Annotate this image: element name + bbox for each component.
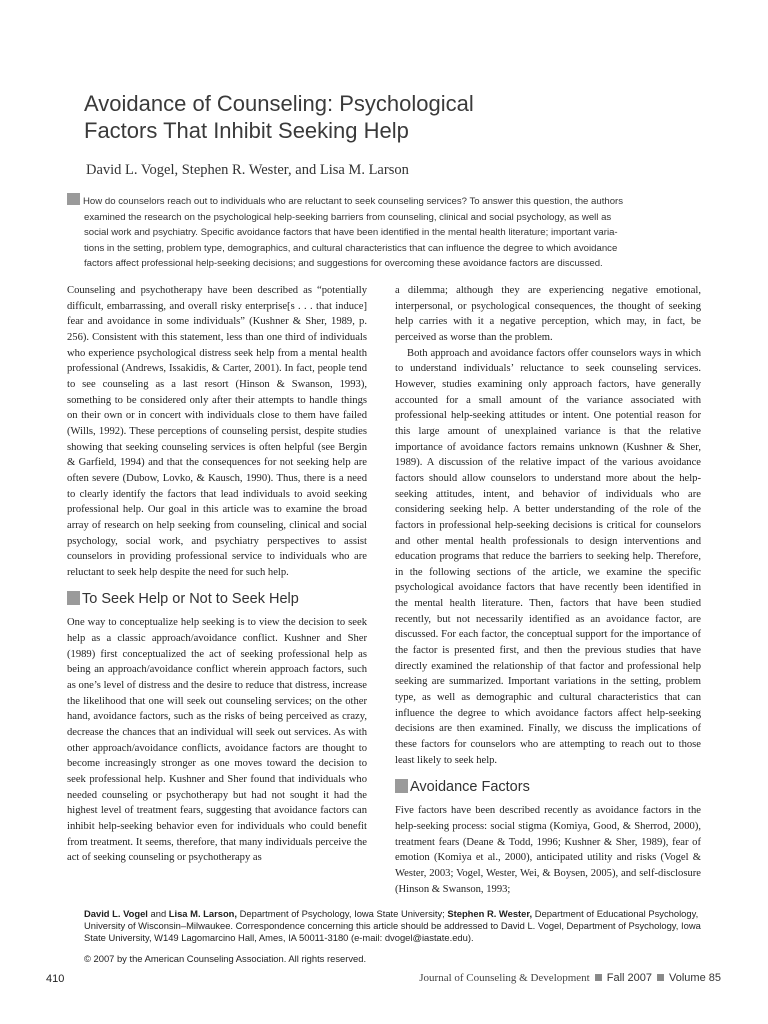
left-column (67, 283, 367, 866)
copyright-notice: © 2007 by the American Counseling Association. All rights reserved. (84, 953, 367, 964)
running-footer (419, 972, 721, 984)
section-heading: Avoidance Factors (395, 777, 701, 797)
section-heading: To Seek Help or Not to Seek Help (67, 589, 367, 609)
abstract-line: social work and psychiatry. Specific avoidance factors that have been identified in the mental health literature; important varia- (84, 227, 618, 239)
body-paragraph: a dilemma; although they are experiencing negative emotional, interpersonal, or psychological consequences, the thought of seeking help carries with it a negative perception, which may, in fact, be perceived as worse than the problem. (395, 285, 701, 343)
section-marker-icon (67, 591, 80, 605)
bullet-icon (595, 974, 602, 981)
author-list: David L. Vogel, Stephen R. Wester, and Lisa M. Larson (86, 162, 409, 178)
issue-label: Fall 2007 (606, 972, 653, 984)
body-paragraph: Five factors have been described recently as avoidance factors in the help-seeking process: social stigma (Komiya, Good, & Sherrod, 2000), treatment fears (Deane & Todd, 1996; Kushner & Sher, 1989), fear of emotion (Komiya et al., 2000), anticipated utility and risks (Vogel & Wester, 2003; Vogel, Wester, Wei, & Boysen, 2005), and self-disclosure (Hinson & Swanson, 1993; (395, 805, 701, 895)
body-paragraph: Both approach and avoidance factors offer counselors ways in which to understand individuals’ reluctance to seek counseling services. However, studies examining only approach factors, have generally accounted for a small amount of the variance associated with professional help-seeking attitudes or intent. One potential reason for this large amount of unexplained variance is that the relative importance of avoidance factors remains unknown (Kushner & Sher, 1989). A discussion of the relative impact of the various avoidance factors should allow counselors to understand more about the help-seeking attitudes, intent, and behavior of individuals who are considering seeking help. A better understanding of the role of the factors in professional help-seeking decisions is critical for counselors and other mental health professionals to design interventions and education programs that reduce the barriers to seeking help. Therefore, in the following sections of the article, we examine the specific psychological avoidance factors that have recently been identified in the mental health literature. Then, factors that have been studied recently, but not necessarily identified as an avoidance factor, are discussed. For each factor, the conceptual support for the importance of the factor is presented first, and then the previous studies that have directly examined the relationship of that factor and professional help seeking are summarized. Important variations in the setting, problem type, as well as demographic and cultural characteristics that can influence the degree to which avoidance factors affect help-seeking decisions are then examined. Finally, we discuss the implications of these factors for counselors who are attempting to reach out to those least likely to seek help. (395, 347, 701, 766)
section-marker-icon (67, 193, 80, 205)
abstract-line: tions in the setting, problem type, demographics, and cultural characteristics that can influence the degree to which avoidance (84, 242, 618, 254)
article-title (84, 90, 684, 144)
body-paragraph: One way to conceptualize help seeking is to view the decision to seek help as a classic approach/avoidance conflict. Kushner and Sher (1989) first conceptualized the act of seeking professional help as being an approach/avoidance conflict wherein approach factors, such as one’s level of distress and the desire to reduce that distress, increase the likelihood that one will seek out counseling services; on the other hand, avoidance factors, such as the risks of being perceived as crazy, decrease the chances that an individual will seek out services. As with other approach/avoidance conflicts, avoidance factors are thought to become increasingly stronger as one moves toward the decision to seek professional help. Kushner and Sher found that individuals who needed counseling or psychotherapy but had not sought it had the highest level of treatment fears, suggesting that avoidance factors can inhibit help-seeking behavior even for individuals who could benefit from treatment. It seems, therefore, that many individuals perceive the act of seeking counseling or psychotherapy as (67, 617, 367, 864)
abstract-line: How do counselors reach out to individuals who are reluctant to seek counseling services? To answer this question, the authors (67, 193, 707, 210)
right-column (395, 283, 701, 897)
title-line: Factors That Inhibit Seeking Help (84, 118, 409, 143)
abstract-line: examined the research on the psychological help-seeking barriers from counseling, clinical and social psychology, as well as (84, 211, 612, 223)
bullet-icon (657, 974, 664, 981)
author-footnote: David L. Vogel and Lisa M. Larson, Department of Psychology, Iowa State University; Stephen R. Wester, Department of Educational Psychology, University of Wisconsin–Milwaukee. Correspondence concerning this article should be addressed to David L. Vogel, Department of Psychology, Iowa State University, W149 Lagomarcino Hall, Ames, IA 50011-3180 (e-mail: dvogel@iastate.edu). (84, 908, 701, 943)
abstract (67, 193, 707, 272)
journal-name: Journal of Counseling & Development (419, 972, 590, 984)
abstract-line: factors affect professional help-seeking decisions; and suggestions for overcoming these avoidance factors are discussed. (84, 258, 603, 270)
page-number: 410 (46, 973, 65, 985)
intro-paragraph: Counseling and psychotherapy have been described as “potentially difficult, embarrassing, and overall risky enterprise[s . . . that induce] fear and avoidance in some individuals” (Kushner & Sher, 1989, p. 256). Consistent with this statement, less than one third of individuals who experience psychological distress seek help from a mental health professional (Andrews, Issakidis, & Carter, 2001). In fact, people tend to see counseling as a last resort (Hinson & Swanson, 1993), something to be considered only after their attempts to handle things on their own or in concert with individuals close to them have failed (Wills, 1992). These perceptions of counseling persist, despite studies showing that seeking counseling services is often helpful (see Bergin & Garfield, 1994) and that the consequences for not seeking help are often severe (Dubow, Lovko, & Kausch, 1990). Thus, there is a need to clearly identify the factors that lead individuals to avoid seeking professional help. Our goal in this article was to examine the broad array of research on help seeking from counseling, clinical and social psychology, social work, and psychiatry perspectives to assist counselors in providing professional service to individuals who are reluctant to seek help despite the need for such help. (67, 285, 367, 578)
title-line: Avoidance of Counseling: Psychological (84, 91, 474, 116)
section-marker-icon (395, 779, 408, 793)
volume-label: Volume 85 (669, 972, 721, 984)
